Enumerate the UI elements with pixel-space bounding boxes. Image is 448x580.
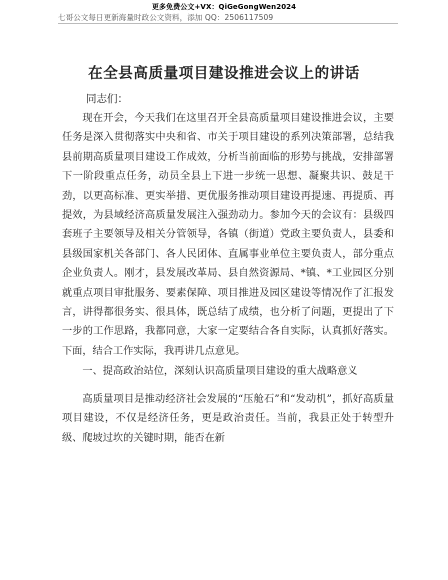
document-body (62, 109, 394, 448)
salutation: 同志们： (86, 93, 128, 105)
paragraph-opening: 现在开会，今天我们在这里召开全县高质量项目建设推进会议，主要任务是深入贯彻落实中央和省、市关于项目建设的系列决策部署，总结我县前期高质量项目建设工作成效，分析当前面临的形势与挑战，安排部署下一阶段重点任务，动员全县上下进一步统一思想、凝聚共识、鼓足干劲，以更高标准、更实举措、更优服务推动项目建设再提速、再提质、再提效，为县域经济高质量发展注入强劲动力。参加今天的会议有：县级四套班子主要领导及相关分管领导，各镇（街道）党政主要负责人，县委和县级国家机关各部门、各人民团体、直属事业单位主要负责人，部分重点企业负责人。刚才，县发展改革局、县自然资源局、*镇、*工业园区分别就重点项目审批服务、要素保障、项目推进及园区建设等情况作了汇报发言，讲得都很务实、很具体，既总结了成绩，也分析了问题，更提出了下一步的工作思路，我都同意，大家一定要结合各自实际，认真抓好落实。下面，结合工作实际，我再讲几点意见。 (62, 113, 394, 357)
section-heading-1: 一、提高政治站位，深刻认识高质量项目建设的重大战略意义 (82, 366, 358, 378)
top-banner: 更多免费公文+VX：QiGeGongWen2024 (151, 3, 297, 11)
header-divider (58, 23, 398, 24)
header-note: 七哥公文每日更新海量时政公文资料，添加 QQ：2506117509 (58, 13, 274, 22)
paragraph-section-1: 高质量项目是推动经济社会发展的“压舱石”和“发动机”，抓好高质量项目建设，不仅是经济任务，更是政治责任。当前，我县正处于转型升级、爬坡过坎的关键时期，能否在新 (62, 393, 394, 444)
document-title: 在全县高质量项目建设推进会议上的讲话 (88, 66, 360, 82)
